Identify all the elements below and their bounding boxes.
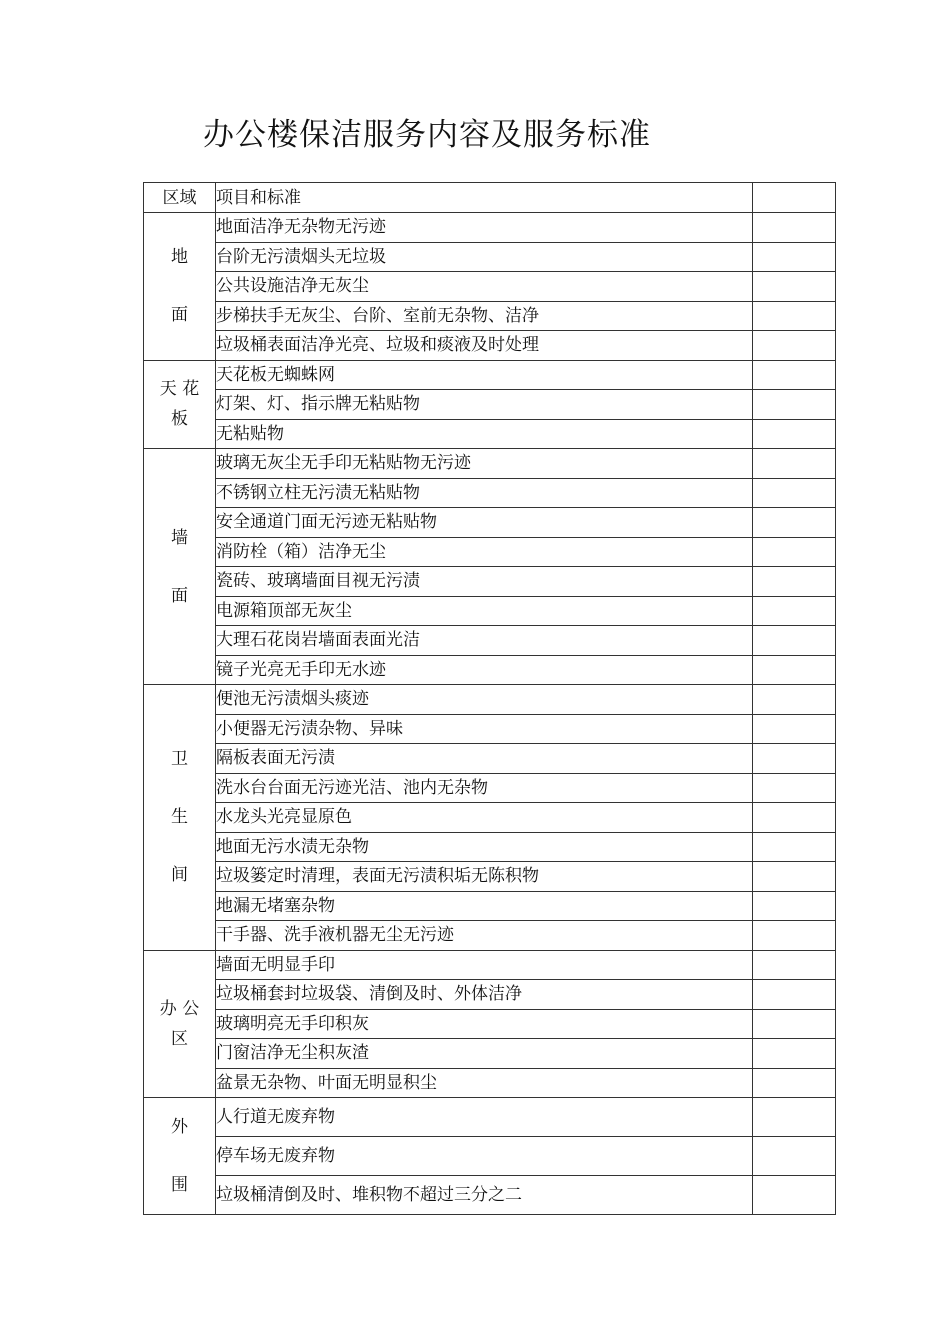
blank-cell — [753, 891, 836, 921]
area-label-line: 地 — [171, 247, 188, 268]
table-row — [144, 744, 836, 774]
table-row — [144, 655, 836, 685]
blank-cell — [753, 714, 836, 744]
table-row — [144, 537, 836, 567]
blank-cell — [753, 478, 836, 508]
table-row — [144, 242, 836, 272]
table-row — [144, 921, 836, 951]
standard-item-cell: 垃圾桶清倒及时、堆积物不超过三分之二 — [216, 1176, 753, 1215]
header-item: 项目和标准 — [216, 183, 753, 213]
standard-item-cell: 公共设施洁净无灰尘 — [216, 272, 753, 302]
standard-item-cell: 墙面无明显手印 — [216, 950, 753, 980]
blank-cell — [753, 1176, 836, 1215]
table-row — [144, 567, 836, 597]
table-row — [144, 1068, 836, 1098]
area-cell — [144, 685, 216, 951]
area-label-line: 天 花 — [159, 379, 200, 400]
document-title: 办公楼保洁服务内容及服务标准 — [203, 117, 651, 153]
area-label-line: 面 — [171, 585, 188, 606]
standard-item-cell: 消防栓（箱）洁净无尘 — [216, 537, 753, 567]
table-row — [144, 832, 836, 862]
area-label-line: 区 — [171, 1028, 188, 1049]
area-cell — [144, 360, 216, 449]
table-row — [144, 272, 836, 302]
blank-cell — [753, 1009, 836, 1039]
standard-item-cell: 水龙头光亮显原色 — [216, 803, 753, 833]
blank-cell — [753, 950, 836, 980]
blank-cell — [753, 744, 836, 774]
standard-item-cell: 瓷砖、玻璃墙面目视无污渍 — [216, 567, 753, 597]
area-cell — [144, 449, 216, 685]
standard-item-cell: 垃圾篓定时清理，表面无污渍积垢无陈积物 — [216, 862, 753, 892]
blank-cell — [753, 1039, 836, 1069]
area-label-line: 卫 — [171, 749, 188, 770]
table-row — [144, 213, 836, 243]
standard-item-cell: 垃圾桶表面洁净光亮、垃圾和痰液及时处理 — [216, 331, 753, 361]
blank-cell — [753, 803, 836, 833]
standard-item-cell: 玻璃无灰尘无手印无粘贴物无污迹 — [216, 449, 753, 479]
blank-cell — [753, 419, 836, 449]
standard-item-cell: 小便器无污渍杂物、异味 — [216, 714, 753, 744]
standard-item-cell: 停车场无废弃物 — [216, 1137, 753, 1176]
standard-item-cell: 门窗洁净无尘积灰渣 — [216, 1039, 753, 1069]
standard-item-cell: 镜子光亮无手印无水迹 — [216, 655, 753, 685]
blank-cell — [753, 508, 836, 538]
table-row — [144, 301, 836, 331]
standard-item-cell: 地面无污水渍无杂物 — [216, 832, 753, 862]
blank-cell — [753, 773, 836, 803]
table-row — [144, 1009, 836, 1039]
standard-item-cell: 台阶无污渍烟头无垃圾 — [216, 242, 753, 272]
table-row — [144, 390, 836, 420]
table-row — [144, 803, 836, 833]
blank-cell — [753, 685, 836, 715]
blank-cell — [753, 1068, 836, 1098]
area-cell — [144, 213, 216, 361]
standard-item-cell: 天花板无蜘蛛网 — [216, 360, 753, 390]
table-row — [144, 685, 836, 715]
table-row — [144, 360, 836, 390]
table-row — [144, 891, 836, 921]
standard-item-cell: 电源箱顶部无灰尘 — [216, 596, 753, 626]
standard-item-cell: 地漏无堵塞杂物 — [216, 891, 753, 921]
table-row — [144, 626, 836, 656]
blank-cell — [753, 331, 836, 361]
standard-item-cell: 便池无污渍烟头痰迹 — [216, 685, 753, 715]
area-label-line: 面 — [171, 305, 188, 326]
standard-item-cell: 无粘贴物 — [216, 419, 753, 449]
standard-item-cell: 灯架、灯、指示牌无粘贴物 — [216, 390, 753, 420]
table-row — [144, 508, 836, 538]
table-row — [144, 596, 836, 626]
blank-cell — [753, 1098, 836, 1137]
blank-cell — [753, 449, 836, 479]
standard-item-cell: 干手器、洗手液机器无尘无污迹 — [216, 921, 753, 951]
standard-item-cell: 洗水台台面无污迹光洁、池内无杂物 — [216, 773, 753, 803]
table-header-row — [144, 183, 836, 213]
blank-cell — [753, 213, 836, 243]
area-label-line: 外 — [171, 1117, 188, 1137]
blank-cell — [753, 272, 836, 302]
blank-cell — [753, 360, 836, 390]
area-label-line: 板 — [171, 409, 188, 430]
standard-item-cell: 玻璃明亮无手印积灰 — [216, 1009, 753, 1039]
table-row — [144, 1039, 836, 1069]
table-row — [144, 773, 836, 803]
blank-cell — [753, 242, 836, 272]
standard-item-cell: 盆景无杂物、叶面无明显积尘 — [216, 1068, 753, 1098]
table-row — [144, 478, 836, 508]
area-cell — [144, 950, 216, 1098]
standard-item-cell: 步梯扶手无灰尘、台阶、室前无杂物、洁净 — [216, 301, 753, 331]
table-row — [144, 950, 836, 980]
blank-cell — [753, 301, 836, 331]
table-row — [144, 1176, 836, 1215]
blank-cell — [753, 980, 836, 1010]
table-row — [144, 714, 836, 744]
blank-cell — [753, 1137, 836, 1176]
blank-cell — [753, 862, 836, 892]
table-row — [144, 331, 836, 361]
standard-item-cell: 人行道无废弃物 — [216, 1098, 753, 1137]
standard-item-cell: 地面洁净无杂物无污迹 — [216, 213, 753, 243]
standard-item-cell: 垃圾桶套封垃圾袋、清倒及时、外体洁净 — [216, 980, 753, 1010]
blank-cell — [753, 390, 836, 420]
blank-cell — [753, 921, 836, 951]
table-row — [144, 1137, 836, 1176]
blank-cell — [753, 626, 836, 656]
blank-cell — [753, 537, 836, 567]
blank-cell — [753, 567, 836, 597]
standard-item-cell: 安全通道门面无污迹无粘贴物 — [216, 508, 753, 538]
standard-item-cell: 隔板表面无污渍 — [216, 744, 753, 774]
area-label-line: 围 — [171, 1175, 188, 1195]
area-cell — [144, 1098, 216, 1215]
area-label-line: 墙 — [171, 527, 188, 548]
header-area: 区域 — [144, 183, 216, 213]
header-blank — [753, 183, 836, 213]
area-label-line: 办 公 — [159, 998, 200, 1019]
cleaning-standards-table — [143, 182, 836, 1215]
table-row — [144, 1098, 836, 1137]
blank-cell — [753, 655, 836, 685]
area-label-line: 间 — [171, 865, 188, 886]
standard-item-cell: 不锈钢立柱无污渍无粘贴物 — [216, 478, 753, 508]
table-row — [144, 449, 836, 479]
standard-item-cell: 大理石花岗岩墙面表面光洁 — [216, 626, 753, 656]
table-row — [144, 980, 836, 1010]
table-row — [144, 419, 836, 449]
blank-cell — [753, 596, 836, 626]
blank-cell — [753, 832, 836, 862]
table-row — [144, 862, 836, 892]
area-label-line: 生 — [171, 807, 188, 828]
table-body — [144, 213, 836, 1215]
